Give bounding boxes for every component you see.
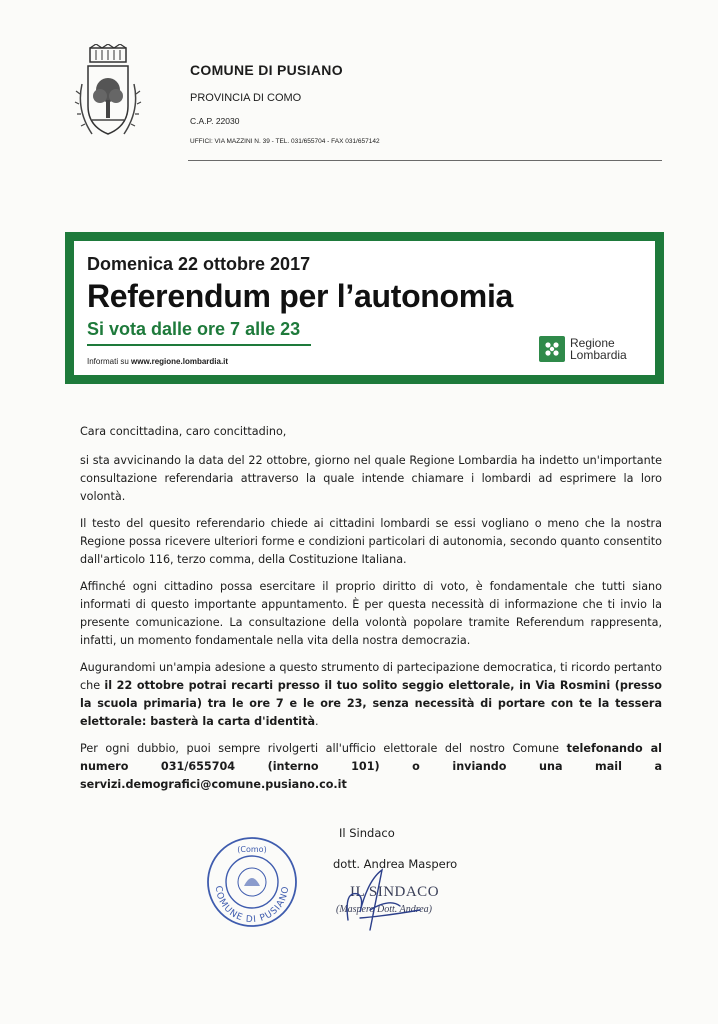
letterhead-divider [188, 160, 662, 161]
letter-paragraph-1: si sta avvicinando la data del 22 ottobre, giorno nel quale Regione Lombardia ha indetto un'importante consultazione referendaria attraverso la quale intende chiamare i lombardi ad esprimere la loro volontà. [80, 454, 662, 503]
letter-paragraph-5 [80, 740, 662, 794]
banner-hours: Si vota dalle ore 7 alle 23 [87, 319, 301, 339]
banner-date: Domenica 22 ottobre 2017 [87, 254, 311, 274]
municipality-name: COMUNE DI PUSIANO [190, 62, 343, 78]
mayor-title: Il Sindaco [339, 826, 395, 840]
p4-voting-details: il 22 ottobre potrai recarti presso il tuo solito seggio elettorale, in Via Rosmini (presso la scuola primaria) tra le ore 7 e le ore 23, senza necessità di portare con te la tessera elettorale: basterà la carta d'identità [80, 679, 662, 728]
handwritten-signature [330, 850, 450, 940]
mayor-stamp-role: IL SINDACO [350, 884, 440, 900]
province-label: PROVINCIA DI COMO [190, 92, 302, 104]
letter-paragraph-3: Affinché ogni cittadino possa esercitare il proprio diritto di voto, è fondamentale che tutti siano informati di questo importante appuntamento. È per questa necessità di informazione che ti invio la presente comunicazione. La consultazione della volontà popolare tramite Referendum rappresenta, infatti, un momento fondamentale nella vita della nostra democrazia. [80, 580, 662, 647]
mayor-stamp-name: (Maspero Dott. Andrea) [336, 904, 433, 915]
regione-lombardia-rose-icon [539, 336, 565, 362]
banner-info-prefix: Informati su [87, 357, 132, 366]
p5-intro: Per ogni dubbio, puoi sempre rivolgerti all'ufficio elettorale del nostro Comune [80, 742, 567, 755]
seal-top-text: (Como) [237, 845, 267, 854]
banner-title: Referendum per l’autonomia [87, 278, 514, 314]
logo-line-1: Regione [570, 336, 615, 350]
referendum-banner [65, 232, 664, 384]
mayor-name: dott. Andrea Maspero [333, 857, 458, 871]
p4-intro: Augurandomi un'ampia adesione a questo strumento di partecipazione democratica, ti ricordo pertanto che [80, 661, 662, 692]
postal-code: C.A.P. 22030 [190, 116, 240, 126]
office-contacts: UFFICI: VIA MAZZINI N. 39 - TEL. 031/655704 - FAX 031/657142 [190, 138, 380, 145]
letter-body [80, 423, 662, 803]
regione-lombardia-wordmark [570, 337, 627, 361]
regione-lombardia-logo [539, 336, 627, 362]
banner-info-link[interactable]: www.regione.lombardia.it [131, 357, 229, 366]
p4-end: . [315, 715, 319, 728]
logo-line-2: Lombardia [570, 348, 627, 362]
letter-paragraph-2: Il testo del quesito referendario chiede ai cittadini lombardi se essi vogliano o meno che la nostra Regione possa ricevere ulteriori forme e condizioni particolari di autonomia, secondo quanto consentito dall'articolo 116, terzo comma, della Costituzione Italiana. [80, 517, 662, 566]
seal-ring-text: COMUNE DI PUSIANO [212, 885, 292, 926]
banner-info [87, 357, 228, 366]
municipal-crest-icon [72, 44, 144, 144]
p5-contact-details: telefonando al numero 031/655704 (interno 101) o inviando una mail a servizi.demografici@comune.pusiano.co.it [80, 742, 662, 791]
letter-paragraph-4 [80, 659, 662, 731]
letter-greeting: Cara concittadina, caro concittadino, [80, 425, 287, 438]
svg-text:COMUNE DI PUSIANO [213, 885, 291, 925]
banner-hours-underline [87, 344, 311, 346]
municipal-seal-icon [204, 834, 300, 930]
